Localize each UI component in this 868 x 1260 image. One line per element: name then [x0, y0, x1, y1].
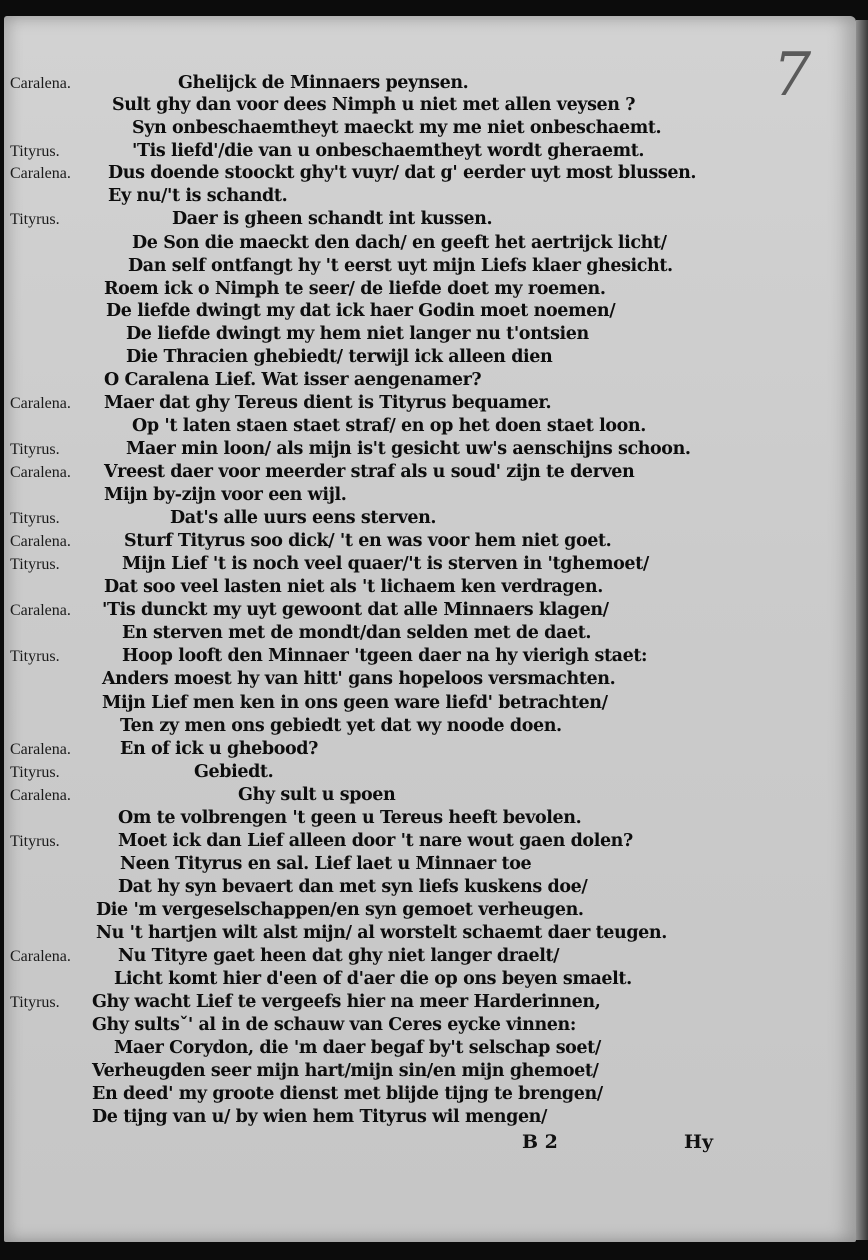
verse-line: [0, 323, 760, 345]
verse-line: [0, 255, 760, 277]
verse-line: [0, 922, 760, 944]
signature-mark: B 2: [522, 1131, 558, 1153]
verse-line: [0, 830, 760, 852]
verse-line-text: O Caralena Lief. Wat isser aengenamer?: [104, 370, 482, 390]
verse-line-text: Hoop looft den Minnaer 'tgeen daer na hy vierigh staet:: [122, 646, 648, 666]
verse-line-text: Mijn by-zijn voor een wijl.: [104, 485, 347, 505]
verse-line: [0, 1014, 760, 1036]
speaker-name: Caralena.: [10, 464, 71, 481]
speaker-name: Tityrus.: [10, 648, 60, 665]
folio-number: 7: [773, 40, 812, 110]
verse-line: [0, 232, 760, 254]
verse-line-text: Gebiedt.: [194, 762, 274, 782]
verse-line-text: Ten zy men ons gebiedt yet dat wy noode doen.: [120, 716, 562, 736]
speaker-name: Tityrus.: [10, 833, 60, 850]
verse-line: [0, 72, 760, 94]
verse-line: [0, 1083, 760, 1105]
verse-line-text: En of ick u ghebood?: [120, 739, 318, 759]
verse-line-text: Verheugden seer mijn hart/mijn sin/en mijn ghemoet/: [92, 1061, 599, 1081]
verse-line: [0, 438, 760, 460]
verse-line: [0, 761, 760, 783]
catchword: Hy: [684, 1131, 713, 1153]
verse-line: [0, 599, 760, 621]
speaker-name: Tityrus.: [10, 441, 60, 458]
verse-line: [0, 715, 760, 737]
verse-line-text: Anders moest hy van hitt' gans hopeloos versmachten.: [102, 669, 616, 689]
verse-line-text: Ghy wacht Lief te vergeefs hier na meer Harderinnen,: [92, 992, 601, 1012]
speaker-name: Caralena.: [10, 741, 71, 758]
verse-line-text: En deed' my groote dienst met blijde tijng te brengen/: [92, 1084, 603, 1104]
verse-line: [0, 738, 760, 760]
verse-line-text: Die Thracien ghebiedt/ terwijl ick alleen dien: [126, 347, 553, 367]
verse-line: [0, 1106, 760, 1128]
verse-line-text: Maer min loon/ als mijn is't gesicht uw's aenschijns schoon.: [126, 439, 691, 459]
verse-line-text: Nu 't hartjen wilt alst mijn/ al worstelt schaemt daer teugen.: [96, 923, 667, 943]
verse-line: [0, 876, 760, 898]
speaker-name: Caralena.: [10, 787, 71, 804]
speaker-name: Caralena.: [10, 395, 71, 412]
verse-line-text: 'Tis dunckt my uyt gewoont dat alle Minnaers klagen/: [102, 600, 609, 620]
verse-line-text: Neen Tityrus en sal. Lief laet u Minnaer toe: [120, 854, 532, 874]
verse-line: [0, 278, 760, 300]
verse-line: [0, 94, 760, 116]
verse-line: [0, 668, 760, 690]
speaker-name: Caralena.: [10, 165, 71, 182]
verse-line: [0, 392, 760, 414]
verse-line-text: Dat hy syn bevaert dan met syn liefs kuskens doe/: [118, 877, 588, 897]
page-edge: [856, 20, 868, 1240]
speaker-name: Tityrus.: [10, 510, 60, 527]
verse-line: [0, 369, 760, 391]
verse-line-text: Ey nu/'t is schandt.: [108, 186, 288, 206]
verse-line-text: Dus doende stoockt ghy't vuyr/ dat g' eerder uyt most blussen.: [108, 163, 697, 183]
verse-line-text: Dat's alle uurs eens sterven.: [170, 508, 437, 528]
verse-line: [0, 185, 760, 207]
verse-line: [0, 162, 760, 184]
verse-line: [0, 784, 760, 806]
verse-line-text: Dat soo veel lasten niet als 't lichaem ken verdragen.: [104, 577, 603, 597]
verse-line-text: De Son die maeckt den dach/ en geeft het aertrijck licht/: [132, 233, 667, 253]
verse-line-text: Mijn Lief men ken in ons geen ware liefd' betrachten/: [102, 693, 608, 713]
verse-line-text: Sult ghy dan voor dees Nimph u niet met allen veysen ?: [112, 95, 636, 115]
verse-line: [0, 645, 760, 667]
verse-line: [0, 692, 760, 714]
verse-line-text: De liefde dwingt my dat ick haer Godin moet noemen/: [106, 301, 616, 321]
verse-line-text: Maer dat ghy Tereus dient is Tityrus bequamer.: [104, 393, 552, 413]
verse-line-text: Roem ick o Nimph te seer/ de liefde doet my roemen.: [104, 279, 606, 299]
verse-line: [0, 117, 760, 139]
verse-line: [0, 853, 760, 875]
verse-line-text: Ghy sultsˇ' al in de schauw van Ceres eycke vinnen:: [92, 1015, 576, 1035]
verse-line-text: Sturf Tityrus soo dick/ 't en was voor hem niet goet.: [124, 531, 612, 551]
verse-line-text: Ghelijck de Minnaers peynsen.: [178, 73, 469, 93]
verse-line-text: Om te volbrengen 't geen u Tereus heeft bevolen.: [118, 808, 582, 828]
verse-line-text: Syn onbeschaemtheyt maeckt my me niet onbeschaemt.: [132, 118, 662, 138]
verse-line-text: Moet ick dan Lief alleen door 't nare wout gaen dolen?: [118, 831, 633, 851]
verse-line-text: 'Tis liefd'/die van u onbeschaemtheyt wordt gheraemt.: [132, 141, 645, 161]
verse-line: [0, 899, 760, 921]
speaker-name: Tityrus.: [10, 994, 60, 1011]
verse-line: [0, 968, 760, 990]
verse-line: [0, 530, 760, 552]
verse-line-text: Licht komt hier d'een of d'aer die op ons beyen smaelt.: [114, 969, 632, 989]
verse-line-text: Ghy sult u spoen: [238, 785, 396, 805]
verse-line-text: Die 'm vergeselschappen/en syn gemoet verheugen.: [96, 900, 584, 920]
verse-line: [0, 622, 760, 644]
verse-line: [0, 576, 760, 598]
verse-line-text: Op 't laten staen staet straf/ en op het doen staet loon.: [132, 416, 646, 436]
verse-line: [0, 553, 760, 575]
speaker-name: Tityrus.: [10, 143, 60, 160]
verse-line-text: Nu Tityre gaet heen dat ghy niet langer draelt/: [118, 946, 560, 966]
verse-line-text: En sterven met de mondt/dan selden met de daet.: [122, 623, 592, 643]
verse-line-text: Vreest daer voor meerder straf als u soud' zijn te derven: [104, 462, 635, 482]
verse-line: [0, 1037, 760, 1059]
speaker-name: Caralena.: [10, 602, 71, 619]
speaker-name: Caralena.: [10, 948, 71, 965]
speaker-name: Tityrus.: [10, 211, 60, 228]
verse-line: [0, 807, 760, 829]
verse-line: [0, 346, 760, 368]
verse-line: [0, 208, 760, 230]
verse-line: [0, 415, 760, 437]
speaker-name: Tityrus.: [10, 764, 60, 781]
verse-line: [0, 484, 760, 506]
speaker-name: Caralena.: [10, 533, 71, 550]
verse-line: [0, 1060, 760, 1082]
verse-line: [0, 300, 760, 322]
verse-line: [0, 991, 760, 1013]
verse-line-text: Dan self ontfangt hy 't eerst uyt mijn Liefs klaer ghesicht.: [128, 256, 673, 276]
verse-line: [0, 507, 760, 529]
verse-line: [0, 945, 760, 967]
speaker-name: Tityrus.: [10, 556, 60, 573]
speaker-name: Caralena.: [10, 75, 71, 92]
verse-line: [0, 461, 760, 483]
verse-line-text: Daer is gheen schandt int kussen.: [172, 209, 493, 229]
verse-line: [0, 140, 760, 162]
verse-line-text: De tijng van u/ by wien hem Tityrus wil mengen/: [92, 1107, 547, 1127]
verse-line-text: Mijn Lief 't is noch veel quaer/'t is sterven in 'tghemoet/: [122, 554, 649, 574]
verse-line-text: De liefde dwingt my hem niet langer nu t'ontsien: [126, 324, 589, 344]
verse-line-text: Maer Corydon, die 'm daer begaf by't selschap soet/: [114, 1038, 601, 1058]
